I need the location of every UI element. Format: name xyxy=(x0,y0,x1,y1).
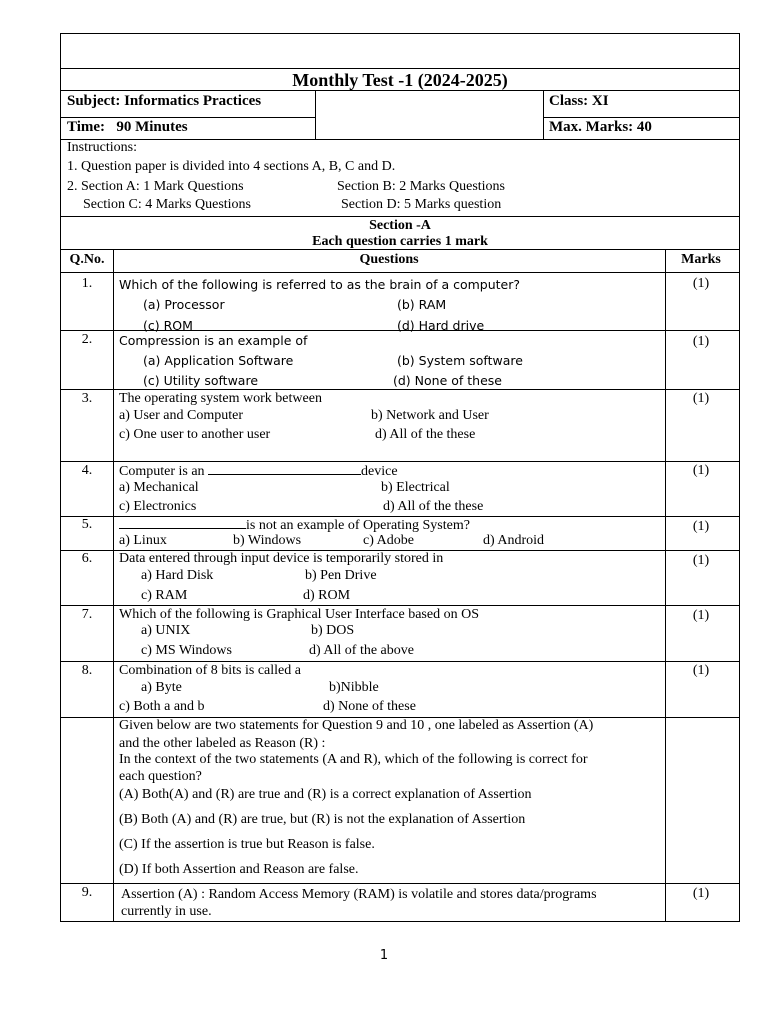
question-number: 3. xyxy=(81,391,93,406)
option-c: c) Adobe xyxy=(363,533,414,548)
option-d: d) Android xyxy=(483,533,545,548)
question-marks: (1) xyxy=(692,553,710,568)
option-a: a) User and Computer xyxy=(119,408,244,423)
question-number: 7. xyxy=(81,607,93,622)
option-c: c) MS Windows xyxy=(141,643,232,658)
section-title: Section -A xyxy=(369,218,431,233)
option-b: b) Electrical xyxy=(381,480,450,495)
question-row xyxy=(61,662,739,718)
question-text: Compression is an example of xyxy=(119,333,308,348)
assertion-text: currently in use. xyxy=(121,904,212,919)
assertion-option-d: (D) If both Assertion and Reason are false. xyxy=(119,862,359,877)
question-text: Computer is an device xyxy=(119,464,398,479)
question-number: 1. xyxy=(81,276,93,291)
question-paper xyxy=(60,33,740,922)
question-text: Data entered through input device is temporarily stored in xyxy=(119,551,444,566)
question-text: is not an example of Operating System? xyxy=(119,517,470,534)
assertion-option-c: (C) If the assertion is true but Reason is false. xyxy=(119,837,375,852)
question-number: 2. xyxy=(81,332,93,347)
question-row xyxy=(61,551,739,606)
question-number: 9. xyxy=(81,885,93,900)
question-number: 4. xyxy=(81,463,93,478)
option-d: d) ROM xyxy=(303,588,351,603)
max-marks-label: Max. Marks: 40 xyxy=(549,119,652,135)
instruction-section-a: 2. Section A: 1 Mark Questions xyxy=(67,179,244,194)
option-d: d) All of the these xyxy=(375,427,476,442)
option-c: c) Both a and b xyxy=(119,699,205,714)
option-a: a) Byte xyxy=(141,680,182,695)
instructions-block xyxy=(61,140,739,217)
option-b: b) Pen Drive xyxy=(305,568,377,583)
answer-blank xyxy=(119,517,246,529)
option-b: b) DOS xyxy=(311,623,355,638)
question-marks: (1) xyxy=(692,663,710,678)
question-marks: (1) xyxy=(692,608,710,623)
question-row xyxy=(61,390,739,462)
option-d: (d) None of these xyxy=(393,373,502,388)
col-marks: Marks xyxy=(681,252,721,267)
class-label: Class: XI xyxy=(549,93,609,109)
table-header xyxy=(61,250,739,273)
assertion-option-b: (B) Both (A) and (R) are true, but (R) is not the explanation of Assertion xyxy=(119,812,526,827)
option-a: (a) Application Software xyxy=(143,353,294,368)
option-a: (a) Processor xyxy=(143,297,225,312)
option-d: (d) Hard drive xyxy=(397,318,485,333)
section-a-header xyxy=(61,217,739,250)
assertion-intro-line: and the other labeled as Reason (R) : xyxy=(119,736,326,751)
option-a: a) UNIX xyxy=(141,623,191,638)
question-number: 8. xyxy=(81,663,93,678)
assertion-intro-line: each question? xyxy=(119,769,202,784)
question-text: Which of the following is Graphical User Interface based on OS xyxy=(119,607,479,622)
page-number: 1 xyxy=(379,948,389,963)
question-marks: (1) xyxy=(692,886,710,901)
option-b: b)Nibble xyxy=(329,680,379,695)
option-a: a) Linux xyxy=(119,533,167,548)
option-c: c) RAM xyxy=(141,588,188,603)
question-marks: (1) xyxy=(692,519,710,534)
question-row xyxy=(61,331,739,390)
question-marks: (1) xyxy=(692,334,710,349)
option-b: b) Windows xyxy=(233,533,302,548)
col-questions: Questions xyxy=(359,252,419,267)
option-d: d) All of the these xyxy=(383,499,484,514)
paper-info-block xyxy=(61,91,739,140)
question-number: 5. xyxy=(81,517,93,532)
section-subtitle: Each question carries 1 mark xyxy=(312,234,488,249)
option-b: b) Network and User xyxy=(371,408,489,423)
option-d: d) All of the above xyxy=(309,643,414,658)
col-qno: Q.No. xyxy=(69,252,105,267)
paper-title: Monthly Test -1 (2024-2025) xyxy=(61,69,739,91)
option-c: (c) Utility software xyxy=(143,373,259,388)
assertion-option-a: (A) Both(A) and (R) are true and (R) is a correct explanation of Assertion xyxy=(119,787,532,802)
question-text: The operating system work between xyxy=(119,391,322,406)
option-c: c) Electronics xyxy=(119,499,197,514)
answer-blank xyxy=(208,463,361,475)
question-text: Which of the following is referred to as the brain of a computer? xyxy=(119,277,521,292)
option-a: a) Hard Disk xyxy=(141,568,214,583)
question-text: Combination of 8 bits is called a xyxy=(119,663,301,678)
assertion-instructions-row xyxy=(61,718,739,884)
question-marks: (1) xyxy=(692,276,710,291)
option-c: c) One user to another user xyxy=(119,427,271,442)
instructions-heading: Instructions: xyxy=(67,140,137,155)
instruction-section-b: Section B: 2 Marks Questions xyxy=(337,179,505,194)
question-row xyxy=(61,462,739,517)
question-row xyxy=(61,273,739,331)
subject-label: Subject: Informatics Practices xyxy=(67,93,262,109)
option-a: a) Mechanical xyxy=(119,480,199,495)
option-c: (c) ROM xyxy=(143,318,193,333)
instruction-line-1: 1. Question paper is divided into 4 sections A, B, C and D. xyxy=(67,159,396,174)
option-b: (b) RAM xyxy=(397,297,447,312)
option-d: d) None of these xyxy=(323,699,416,714)
question-marks: (1) xyxy=(692,463,710,478)
question-row xyxy=(61,884,739,921)
question-number: 6. xyxy=(81,551,93,566)
question-row xyxy=(61,606,739,662)
assertion-intro-line: In the context of the two statements (A and R), which of the following is correct for xyxy=(119,752,588,767)
option-b: (b) System software xyxy=(397,353,523,368)
time-label: Time: 90 Minutes xyxy=(67,119,188,135)
blank-header-row xyxy=(61,34,739,69)
question-row xyxy=(61,517,739,551)
assertion-text: Assertion (A) : Random Access Memory (RAM) is volatile and stores data/programs xyxy=(121,887,597,902)
instruction-section-c: Section C: 4 Marks Questions xyxy=(83,197,251,212)
question-marks: (1) xyxy=(692,391,710,406)
instruction-section-d: Section D: 5 Marks question xyxy=(341,197,502,212)
assertion-intro-line: Given below are two statements for Question 9 and 10 , one labeled as Assertion (A) xyxy=(119,718,594,733)
